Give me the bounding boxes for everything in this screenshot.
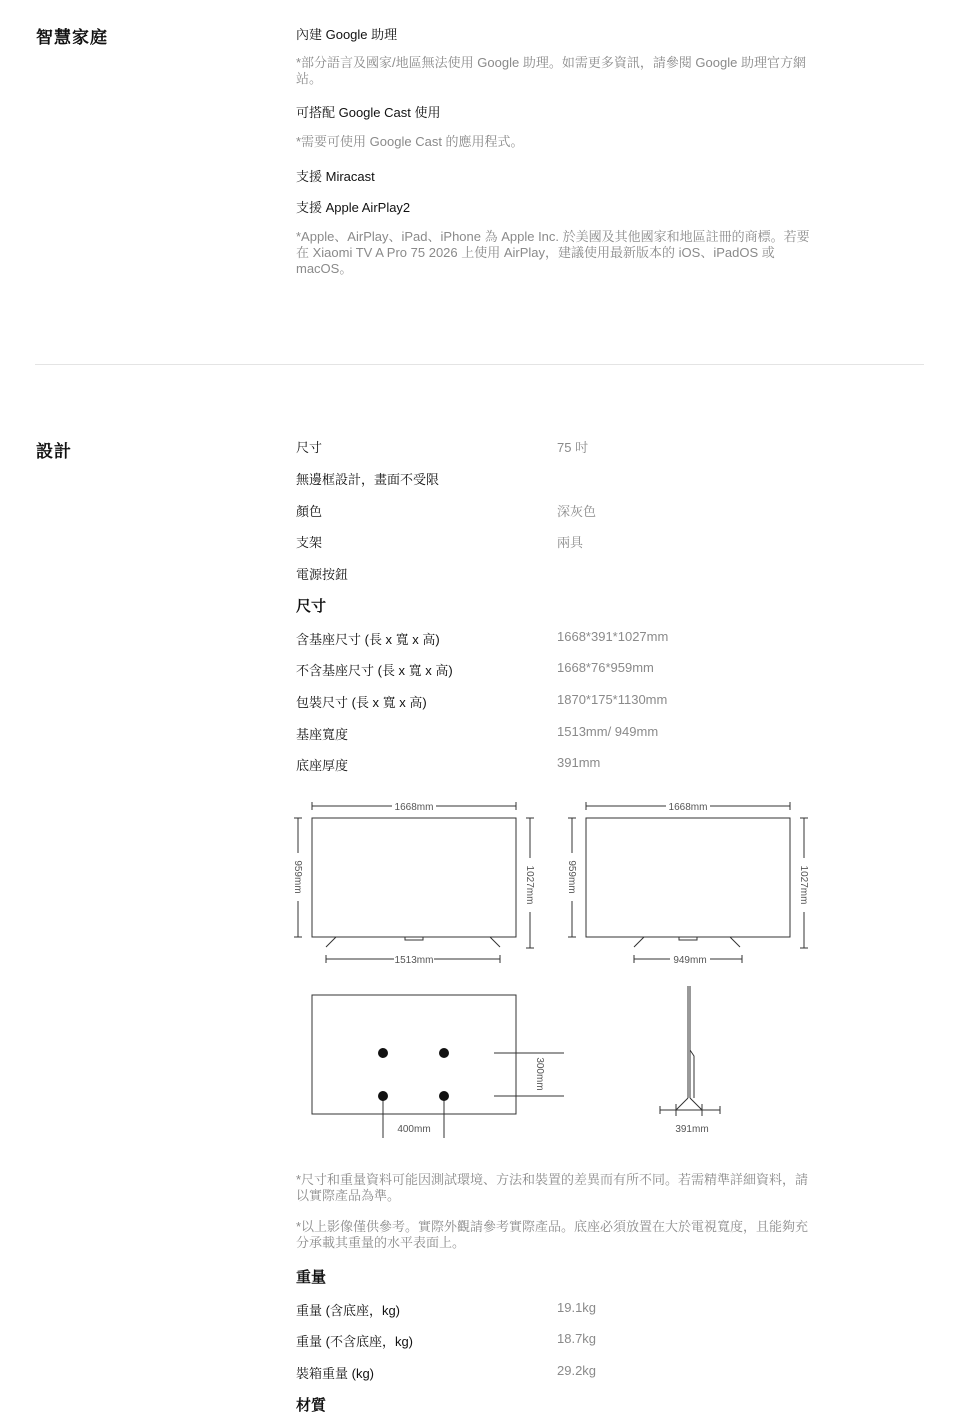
dimension-row-label: 不含基座尺寸 (長 x 寬 x 高) <box>296 663 453 678</box>
material-heading: 材質 <box>296 1397 327 1414</box>
total-height-label: 1027mm <box>524 865 535 905</box>
dimension-row-value: 1668*391*1027mm <box>557 629 669 644</box>
depth-label: 391mm <box>675 1124 709 1135</box>
dimension-diagram <box>0 780 960 1150</box>
weight-row-value: 18.7kg <box>557 1331 597 1346</box>
design-row-value: 75 吋 <box>557 440 589 455</box>
dimension-row-value: 1870*175*1130mm <box>557 692 668 707</box>
design-row-value: 兩具 <box>557 535 584 550</box>
panel-height-label: 959mm <box>292 860 303 894</box>
dimension-row-value: 1668*76*959mm <box>557 660 654 675</box>
weight-row-value: 19.1kg <box>557 1300 597 1315</box>
panel-height-label: 959mm <box>566 860 577 894</box>
google-cast-label: 可搭配 Google Cast 使用 <box>296 105 441 120</box>
weight-heading: 重量 <box>296 1269 327 1286</box>
airplay-label: 支援 Apple AirPlay2 <box>296 200 411 215</box>
tv-back-view <box>312 995 564 1138</box>
design-section-title: 設計 <box>36 442 72 461</box>
dimensions-heading: 尺寸 <box>296 598 327 615</box>
weight-row-label: 重量 (含底座，kg) <box>296 1303 401 1318</box>
dimension-row-value: 391mm <box>557 755 601 770</box>
vesa-horizontal-label: 400mm <box>397 1124 431 1135</box>
google-assistant-label: 內建 Google 助理 <box>296 27 398 42</box>
dimension-row-label: 基座寬度 <box>296 727 349 742</box>
width-label: 1668mm <box>394 802 434 813</box>
design-row-label: 無邊框設計，畫面不受限 <box>296 472 440 487</box>
design-row-label: 支架 <box>296 535 323 550</box>
image-reference-note: *以上影像僅供參考。實際外觀請參考實際產品。底座必須放置在大於電視寬度，且能夠充分承載其重量的水平表面上。 <box>296 1219 809 1250</box>
airplay-note: *Apple、AirPlay、iPad、iPhone 為 Apple Inc. 於美國及其他國家和地區註冊的商標。若要在 Xiaomi TV A Pro 75 2026 上使用 AirPlay，建議使用最新版本的 iOS、iPadOS 或 macOS。 <box>296 229 810 276</box>
design-row-label: 顏色 <box>296 504 323 519</box>
total-height-label: 1027mm <box>798 865 809 905</box>
tv-side-view <box>660 986 720 1116</box>
tv-front-view <box>294 802 534 963</box>
dimensions-note: *尺寸和重量資料可能因測試環境、方法和裝置的差異而有所不同。若需精準詳細資料，請以實際產品為準。 <box>296 1172 809 1203</box>
stand-width-label: 949mm <box>673 955 707 966</box>
vesa-vertical-label: 300mm <box>534 1057 545 1091</box>
design-row-label: 電源按鈕 <box>296 567 349 582</box>
weight-row-label: 裝箱重量 (kg) <box>296 1366 375 1381</box>
design-row-label: 尺寸 <box>296 440 323 455</box>
weight-row-value: 29.2kg <box>557 1363 597 1378</box>
miracast-label: 支援 Miracast <box>296 169 375 184</box>
google-assistant-note: *部分語言及國家/地區無法使用 Google 助理。如需更多資訊，請參閱 Google 助理官方網站。 <box>296 55 806 86</box>
google-cast-note: *需要可使用 Google Cast 的應用程式。 <box>296 134 524 149</box>
vesa-holes <box>378 1048 449 1101</box>
weight-row-label: 重量 (不含底座，kg) <box>296 1334 414 1349</box>
dimension-row-label: 底座厚度 <box>296 758 349 773</box>
smart-home-section-title: 智慧家庭 <box>36 28 108 47</box>
design-row-value: 深灰色 <box>557 504 597 519</box>
stand-width-label: 1513mm <box>394 955 434 966</box>
dimension-row-label: 包裝尺寸 (長 x 寬 x 高) <box>296 695 427 710</box>
dimension-row-label: 含基座尺寸 (長 x 寬 x 高) <box>296 632 440 647</box>
width-label: 1668mm <box>668 802 708 813</box>
tv-front-view-stand-2 <box>568 802 808 963</box>
dimension-row-value: 1513mm/ 949mm <box>557 724 659 739</box>
section-divider <box>35 364 924 365</box>
